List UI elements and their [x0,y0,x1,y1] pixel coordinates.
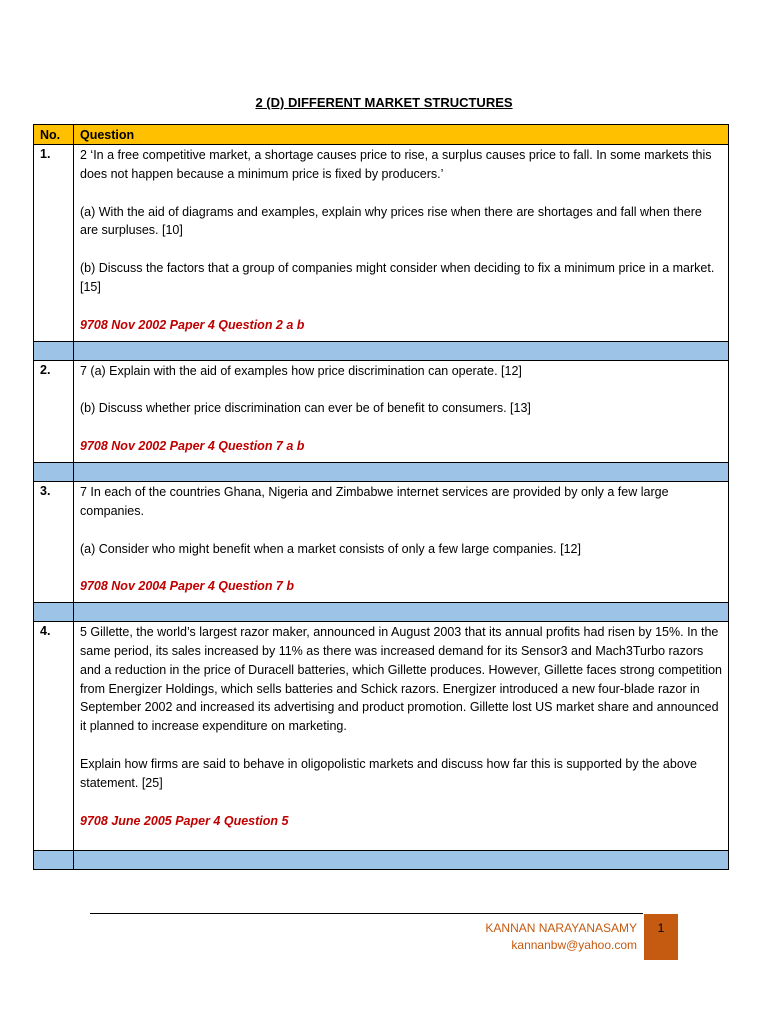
question-source: 9708 Nov 2004 Paper 4 Question 7 b [80,579,294,594]
question-number: 1. [34,145,74,342]
question-paragraph: (b) Discuss the factors that a group of companies might consider when deciding to fix a minimum price in a market. [15] [80,261,715,294]
footer-author [485,920,637,954]
question-number: 3. [34,481,74,602]
table-row [34,360,729,462]
header-no: No. [34,125,74,145]
spacer-row [34,851,729,870]
question-source: 9708 Nov 2002 Paper 4 Question 7 a b [80,439,305,454]
page-number: 1 [644,914,678,960]
question-text [74,622,729,851]
question-paragraph: (a) With the aid of diagrams and examples, explain why prices rise when there are shortages and fall when there are surpluses. [10] [80,204,702,238]
question-text [74,481,729,602]
spacer-row [34,603,729,622]
table-row [34,145,729,342]
question-source: 9708 Nov 2002 Paper 4 Question 2 a b [80,317,305,332]
spacer-row [34,462,729,481]
question-text [74,360,729,462]
question-paragraph: 7 (a) Explain with the aid of examples how price discrimination can operate. [12] [80,363,522,378]
question-paragraph: 5 Gillette, the world’s largest razor maker, announced in August 2003 that its annual profits had risen by 15%. In the same period, its sales increased by 11% as there was increased demand for its Sensor3 and Mach3Turbo razors and a reduction in the price of Duracell batteries, which Gillette produces. However, Gillette faces strong competition from Energizer Holdings, which sells batteries and Schick razors. Energizer introduced a new four-blade razor in September 2002 and increased its advertising and product promotion. Gillette lost US market share and announced it planned to increase expenditure on marketing. [80,625,722,734]
question-paragraph: 2 ‘In a free competitive market, a shortage causes price to rise, a surplus causes price to fall. In some markets this does not happen because a minimum price is fixed by producers.’ [80,148,712,181]
footer-divider [90,913,643,914]
question-text [74,145,729,342]
header-question: Question [74,125,729,145]
question-paragraph: (a) Consider who might benefit when a market consists of only a few large companies. [12] [80,541,581,556]
question-paragraph: Explain how firms are said to behave in oligopolistic markets and discuss how far this is supported by the above statement. [25] [80,756,697,790]
question-number: 4. [34,622,74,851]
table-row [34,622,729,851]
question-source: 9708 June 2005 Paper 4 Question 5 [80,813,289,828]
question-paragraph: 7 In each of the countries Ghana, Nigeria and Zimbabwe internet services are provided by only a few large companies. [80,484,669,518]
author-email: kannanbw@yahoo.com [511,938,637,952]
author-name: KANNAN NARAYANASAMY [485,921,637,935]
table-row [34,481,729,602]
spacer-row [34,341,729,360]
question-paragraph: (b) Discuss whether price discrimination can ever be of benefit to consumers. [13] [80,401,531,416]
table-header-row [34,125,729,145]
question-number: 2. [34,360,74,462]
page-title: 2 (D) DIFFERENT MARKET STRUCTURES [255,95,513,110]
questions-table [33,124,729,870]
